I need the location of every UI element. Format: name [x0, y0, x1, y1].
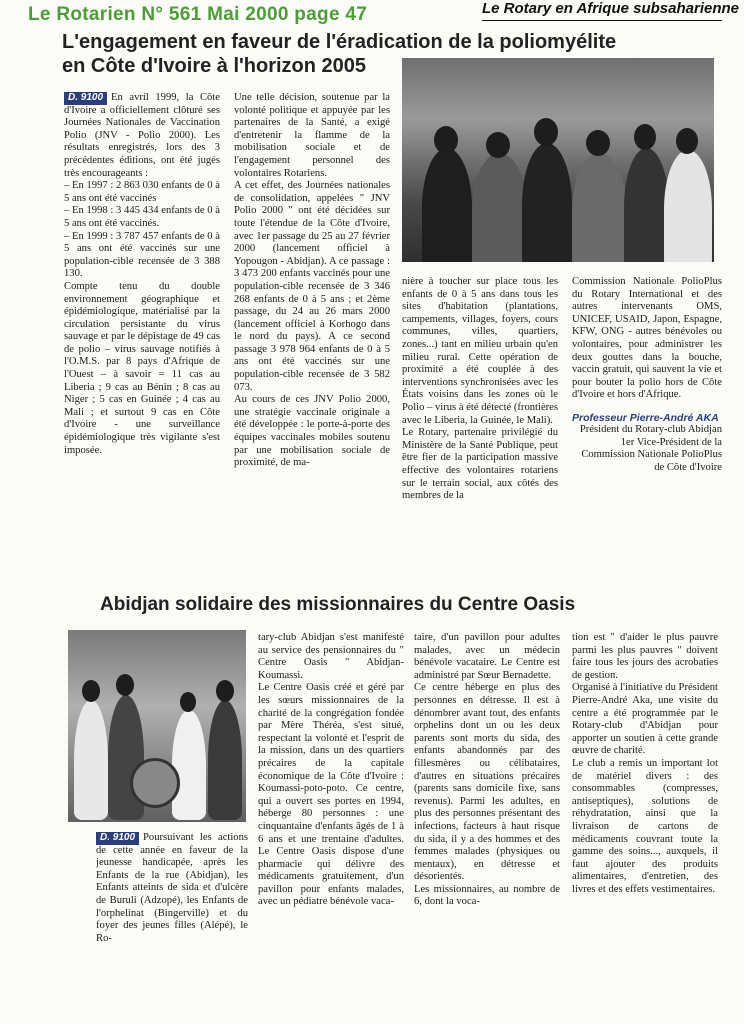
article2-headline: Abidjan solidaire des missionnaires du Centre Oasis: [100, 594, 576, 615]
district-badge: D. 9100: [64, 92, 107, 105]
article2-column-1: [96, 832, 248, 972]
section-header: Le Rotary en Afrique subsaharienne: [482, 0, 740, 17]
article1-column-4: [572, 276, 722, 592]
group-photo: [402, 58, 714, 262]
article1-col1-text: En avril 1999, la Côte d'Ivoire a officiellement clôturé ses Journées Nationales de Vaccination Polio (JNV - Polio 2000). Les résultats enregistrés, lors des 3 précédentes éditions, ont été jugés très encourageants : – En 1997 : 2 863 030 enfants de 0 à 5 ans ont été vaccinés – En 1998 : 3 445 434 enfants de 0 à 5 ans ont été vaccinés. – En 1999 : 3 787 457 enfants de 0 à 5 ans ont été vaccinés sur une population-cible recensée de 3 388 130. Compte tenu du double environnement géographique et épidémiologique, matérialisé par la circulation persistante du virus sauvage et par le dépistage de 49 cas de polio – virus sauvage notifiés à l'O.M.S. par 8 pays d'Afrique de l'Ouest – à savoir = 11 cas au Liberia ; 9 cas au Bénin ; 8 cas au Niger ; 5 cas en Guinée ; 4 cas au Mali ; et surtout 9 cas en Côte d'Ivoire - une surveillance épidémiologique très vigilante s'est imposée.: [64, 92, 220, 456]
article1-headline: L'engagement en faveur de l'éradication de la poliomyélite en Côte d'Ivoire à l'horizon 2005: [62, 31, 617, 77]
article1-column-1: [64, 92, 220, 592]
signature-title: Président du Rotary-club Abidjan 1er Vice-Président de la Commission Nationale PolioPlus de Côte d'Ivoire: [579, 423, 722, 473]
article2-column-3: taire, d'un pavillon pour adultes malades, avec un médecin bénévole vacataire. Le Centre est administré par Sœur Bernadette. Ce centre héberge en plus des personnes en détresse. Il est à dénombrer avant tout, des enfants orphelins dont un ou les deux parents sont morts du sida, des enfants abandonnés par des fillesmères ou célibataires, d'autres en situations précaires (parents sans domicile fixe, sans revenus). Parmi les adultes, en plus des personnes présentant des infections, facteurs à haut risque du sida, il y a des hommes et des femmes malades (physiques ou mentaux), en détresse et désorientés. Les missionnaires, au nombre de 6, dont la voca-: [414, 632, 560, 908]
missionaries-photo: [68, 630, 246, 822]
section-header-rule: [482, 20, 722, 21]
article2-col1-text: Poursuivant les actions de cette année en faveur de la jeunesse handicapée, après les Enfants de la rue (Abidjan), les Enfants atteints de sida et d'ulcère de Buruli (Adzopé), les Enfants de l'orphelinat (Bingerville) et du foyer des jeunes filles (Alépé), le Ro-: [96, 832, 248, 944]
article1-column-2: Une telle décision, soutenue par la volonté politique et appuyée par les partenaires de la Santé, a exigé d'entretenir la flamme de la mobilisation sociale et de l'engagement personnel des volontaires Rotariens. A cet effet, des Journées nationales de consolidation, appelées " JNV Polio 2000 " ont été décidées sur toute l'étendue de la Côte d'Ivoire, avec 1er passage du 25 au 27 février 2000 (lancement officiel à Yopougon - Abidjan). A ce passage : 3 473 200 enfants vaccinés pour une population-cible recensée de 3 346 268 enfants de 0 à 5 ans ; et 2ème passage, du 24 au 26 mars 2000 (lancement officiel à Korhogo dans le nord du pays). A ce second passage 3 978 964 enfants de 0 à 5 ans ont été vaccinés sur une population-cible recensée de 3 582 073. Au cours de ces JNV Polio 2000, une stratégie vaccinale originale a été développée : le porte-à-porte des équipes vaccinales mobiles soutenu par une mobilisation sociale de proximité, de ma-: [234, 92, 390, 469]
article1-col4-text: Commission Nationale PolioPlus du Rotary International et des autres intervenants OMS, UNICEF, USAID, Japon, Espagne, KFW, ONG - autres bénévoles ou volontaires, pour administrer les deux gouttes dans la bouche, vaccin gratuit, qui sauvent la vie et pour bouter la polio hors de Côte d'Ivoire et hors d'Afrique.: [572, 276, 722, 401]
signature-name: Professeur Pierre-André AKA: [572, 411, 719, 424]
magazine-header: Le Rotarien N° 561 Mai 2000 page 47: [28, 4, 368, 25]
article2-column-2: tary-club Abidjan s'est manifesté au service des pensionnaires du " Centre Oasis " Abidjan-Koumassi. Le Centre Oasis créé et géré par les sœurs missionnaires de la charité de la congrégation fondée par Mère Théréa, s'est situé, respectant la volonté et l'esprit de la mission, dans un des quartiers précaires de la capitale économique de la Côte d'Ivoire : Koumassi-poto-poto. Ce centre, qui a ouvert ses portes en 1994, héberge 80 personnes : une cinquantaine d'enfants âgés de 1 à 6 ans et une trentaine d'adultes. Le Centre Oasis dispose d'une pharmacie qui délivre des médicaments gratuitement, d'un pavillon pour enfants malades, avec un pédiatre bénévole vaca-: [258, 632, 404, 908]
article1-column-3: nière à toucher sur place tous les enfants de 0 à 5 ans dans tous les sites d'habitation (plantations, campements, villages, foyers, cours communes, villes, quartiers, zones...) tant en milieu urbain qu'en milieu rural. Cette opération de proximité a été couplée à des interventions synchronisées avec les États voisins dans les zones où le Polio – virus à été détecté (frontières avec le Liberia, la Guinée, le Mali). Le Rotary, partenaire privilégié du Ministère de la Santé Publique, peut être fier de la participation massive effective des volontaires rotariens sur le terrain social, aux côtés des membres de la: [402, 276, 558, 502]
district-badge: D. 9100: [96, 832, 139, 845]
article2-column-4: tion est " d'aider le plus pauvre parmi les plus pauvres " doivent faire tous les jours des acrobaties de gestion. Organisé à l'initiative du Président Pierre-André Aka, une visite du centre a été programmée par le Rotary-club d'Abidjan pour apporter un soutien à cette grande œuvre de charité. Le club a remis un important lot de matériel divers : des consommables (compresses, antiseptiques), solutions de réhydratation, ainsi que la livraison de cartons de médicaments couvrant toute la gamme des soins..., auxquels, il faut ajouter des produits alimentaires, d'entretien, des livres et des effets vestimentaires.: [572, 632, 718, 895]
